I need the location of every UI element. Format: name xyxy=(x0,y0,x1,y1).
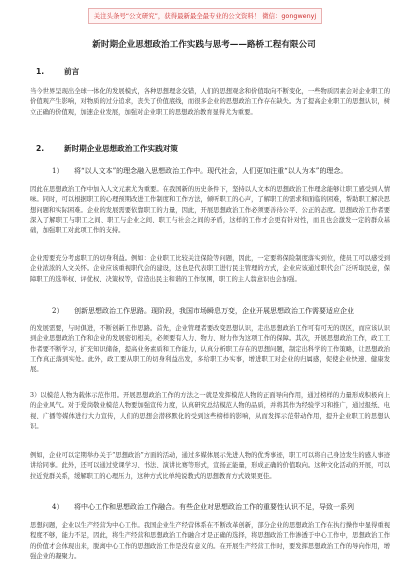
sub-point-number: 2） xyxy=(52,307,64,315)
promo-notice-banner[interactable]: 关注头条号“公文研究”，获得最新最全最专业的公文资料！ 微信：gongwenyj xyxy=(88,8,322,24)
sub-point-text: 创新思想政治工作思路。现阶段，我国市场瞬息万变，企业开展思想政治工作需要适应企业 xyxy=(74,307,354,315)
paragraph-activities: 例如，企业可以定期举办关于“思想政治”方面的活动，通过多媒体展示先进人物的优秀事迹，职工可以将自己身边发生的感人事迹讲给同事。此外，还可以通过党课学习、书法、演讲比赛等形式，宣扬正能量，形成正确的价值取向。这种文化活动的开展，可以拉近党群关系，缓解职工的心理压力，这种方式比单纯说教式的思想教育方式效果更佳。 xyxy=(30,452,390,480)
sub-point-number: 4） xyxy=(52,503,64,511)
section-number: 1. xyxy=(36,67,45,76)
sub-point-2 xyxy=(52,306,354,316)
section-heading-2 xyxy=(36,143,178,154)
paragraph-role-models: 3）以模范人物为载体示范作用。开展思想政治工作的方法之一就是发挥模范人物的正面导向作用，通过榜样的力量形成积极向上的企业风气。对于爱岗敬业模范人物要加强宣传力度，认真研究总结模范人物的品质，并将其作为经验学习和推广，通过报纸、电视、广播等媒体进行大力宣传，人们的思想会潜移默化的受到这些榜样的影响，从而发挥示范带动作用，提升企业职工的思想认识。 xyxy=(30,392,390,430)
sub-point-1 xyxy=(52,166,347,176)
section-number: 2. xyxy=(36,144,45,153)
paragraph-intro: 当今世界呈现出全球一体化的发展模式，各种思想理念交错，人们的思想观念和价值取向不断变化，一些物质因素会对企业职工的价值观产生影响，对物质的过分追求，丧失了价值底线，而很多企业的思想政治工作存在缺失。为了提高企业职工的思想认识，树立正确的价值观，加速企业发展，加强对企业职工的思想政治教育显得尤为重要。 xyxy=(30,88,390,116)
section-label: 前言 xyxy=(64,67,80,76)
sub-point-text: 将中心工作和思想政治工作融合。有些企业对思想政治工作的重要性认识不足，导致一系列 xyxy=(74,503,354,511)
paragraph-innovation: 的发展需要，与时俱进，不断创新工作思路。首先，企业管理者要改变思想认识，走出思想政治工作可有可无的误区，而应该认识到企业思想政治工作和企业的发展密切相关，必须要有人力、物力、财力作为这项工作的保障。其次，开展思想政治工作，政工工作者要不断学习，扩充知识储备，提高业务素质和工作能力，认真分析职工存在的思想问题，制定出科学的工作策略，让思想政治工作真正落到实处。此外，政工要从职工的切身利益出发，多给职工办实事，增进职工对企业的归属感，促使企业快速、健康发展。 xyxy=(30,325,390,374)
sub-point-number: 1） xyxy=(52,167,64,175)
section-heading-1 xyxy=(36,66,79,77)
paragraph-people-oriented: 因此在思想政治工作中加入人文元素尤为重要。在我国新的历史条件下，坚持以人文本的思想政治工作理念能够让职工感受到人情味。同时，可以根据职工的心理预期改进工作制度和工作方法，倾听职工的心声，了解职工的需求和面临的困难，帮助职工解决思想问题和实际困难。企业的发展需要依靠职工的力量，因此，开展思想政治工作必须要善待公平、公正的态度。思想政治工作者要深入了解职工与职工之间、职工与企业之间、职工与社会之间的矛盾，这样的工作才会更有针对性，而且也会激发一定的群众基础，加强职工对此项工作的支持。 xyxy=(30,186,390,235)
paragraph-employee-interests: 企业需要充分考虑职工的切身利益。例如：企业职工比较关注保险等问题，因此，一定要将保险制度落实到位，使员工可以感受到企业浓浓的人文关怀。企业应该重视职代会的建设，这也是代表职工进行民主管理的方式，企业应该通过职代会广泛听取民意，保障职工的选举权、评优权、决策权等，营造出民主和谐的工作氛围，职工的主人翁意识也会加强。 xyxy=(30,255,390,283)
section-label: 新时期企业思想政治工作实践对策 xyxy=(64,144,178,153)
paragraph-integration: 思想问题，企业以生产经营为中心工作。我国企业生产经营体系在不断改革创新，部分企业的思想政治工作在执行操作中显得重视程度不够，能力不足，因此，将生产经营和思想政治工作融合才是正确的选择，将思想政治工作渗透于中心工作中，思想政治工作的价值才会体现出来，脱离中心工作的思想政治工作是没有意义的。在开展生产经营工作时，要发挥思想政治工作的导向作用，增强企业的凝聚力。 xyxy=(30,522,390,560)
document-title: 新时期企业思想政治工作实践与思考——路桥工程有限公司 xyxy=(92,40,316,50)
sub-point-4 xyxy=(52,502,354,512)
sub-point-text: 将“以人文本”的理念融入思想政治工作中。现代社会，人们更加注重“以人为本”的理念。 xyxy=(74,167,348,175)
